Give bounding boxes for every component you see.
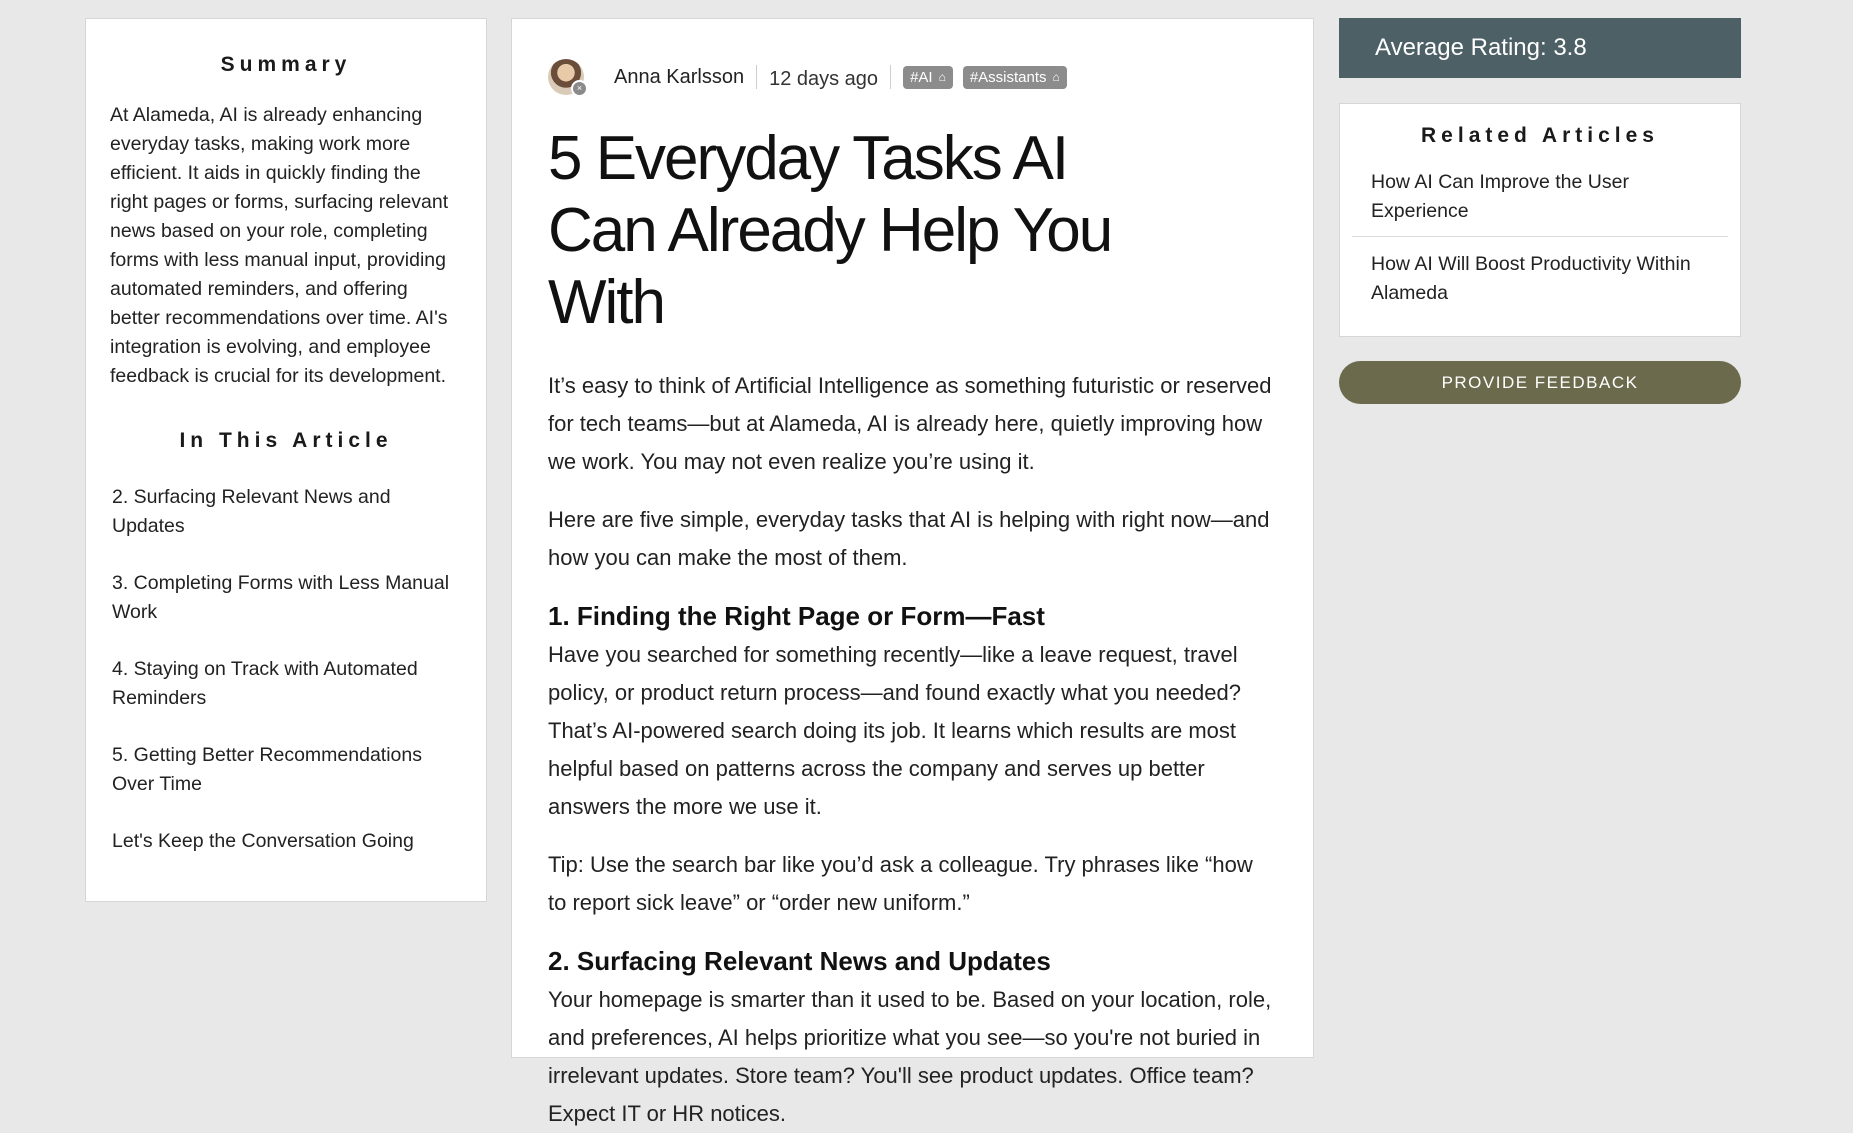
related-articles-panel: [1339, 103, 1741, 337]
section-heading-finding-page: 1. Finding the Right Page or Form—Fast: [548, 601, 1045, 631]
provide-feedback-button[interactable]: PROVIDE FEEDBACK: [1339, 361, 1741, 404]
article-paragraph: It’s easy to think of Artificial Intelligence as something futuristic or reserved for tech teams—but at Alameda, AI is already here, quietly improving how we work. You may not even realize you’re using it.: [548, 373, 1272, 474]
article-paragraph: Here are five simple, everyday tasks that AI is helping with right now—and how you can make the most of them.: [548, 507, 1270, 570]
article-paragraph: Your homepage is smarter than it used to be. Based on your location, role, and preferences, AI helps prioritize what you see—so you're not buried in irrelevant updates. Store team? You'll see product updates. Office team? Expect IT or HR notices.: [548, 987, 1272, 1126]
tag-label: #Assistants: [969, 68, 1047, 86]
related-list: [1352, 168, 1728, 318]
summary-panel: [85, 18, 487, 902]
toc-heading: In This Article: [179, 429, 393, 452]
average-rating: Average Rating: 3.8: [1339, 18, 1741, 78]
close-icon: ×: [571, 80, 588, 97]
related-article-link[interactable]: How AI Will Boost Productivity Within Alameda: [1352, 236, 1728, 318]
author-name[interactable]: Anna Karlsson: [614, 65, 745, 88]
section-heading-surfacing-news: 2. Surfacing Relevant News and Updates: [548, 946, 1051, 976]
tag-ai[interactable]: [903, 66, 953, 89]
tag-assistants[interactable]: [963, 66, 1067, 89]
article-panel: [511, 18, 1314, 1126]
article-meta: [548, 57, 1277, 97]
meta-divider: [756, 65, 757, 89]
tag-label: #AI: [910, 68, 933, 86]
toc-item-recommendations[interactable]: 5. Getting Better Recommendations Over Time: [112, 744, 422, 795]
toc-item-surfacing-news[interactable]: 2. Surfacing Relevant News and Updates: [112, 486, 391, 537]
article-paragraph: Have you searched for something recently—like a leave request, travel policy, or product return process—and found exactly what you needed? That’s AI-powered search doing its job. It learns which results are most helpful based on patterns across the company and serves up better answers the more we use it.: [548, 642, 1241, 819]
toc-item-completing-forms[interactable]: 3. Completing Forms with Less Manual Work: [112, 572, 450, 623]
tip-paragraph: Tip: Use the search bar like you’d ask a colleague. Try phrases like “how to report sick leave” or “order new uniform.”: [548, 852, 1253, 915]
avatar[interactable]: [548, 59, 584, 95]
tag-icon: ⌂: [938, 70, 946, 84]
meta-divider: [890, 65, 891, 89]
toc-item-conversation[interactable]: Let's Keep the Conversation Going: [112, 830, 414, 852]
toc-item-reminders[interactable]: 4. Staying on Track with Automated Reminders: [112, 658, 418, 709]
related-heading: Related Articles: [1421, 124, 1659, 147]
article-title: 5 Everyday Tasks AI Can Already Help You With: [548, 124, 1112, 337]
related-article-link[interactable]: How AI Can Improve the User Experience: [1371, 171, 1629, 222]
toc-list: [110, 483, 462, 856]
summary-text: At Alameda, AI is already enhancing everyday tasks, making work more efficient. It aids in quickly finding the right pages or forms, surfacing relevant news based on your role, completing forms with less manual input, providing automated reminders, and offering better recommendations over time. AI's integration is evolving, and employee feedback is crucial for its development.: [110, 104, 449, 387]
tag-icon: ⌂: [1052, 70, 1060, 84]
summary-heading: Summary: [220, 53, 352, 76]
publish-date: 12 days ago: [769, 67, 879, 90]
